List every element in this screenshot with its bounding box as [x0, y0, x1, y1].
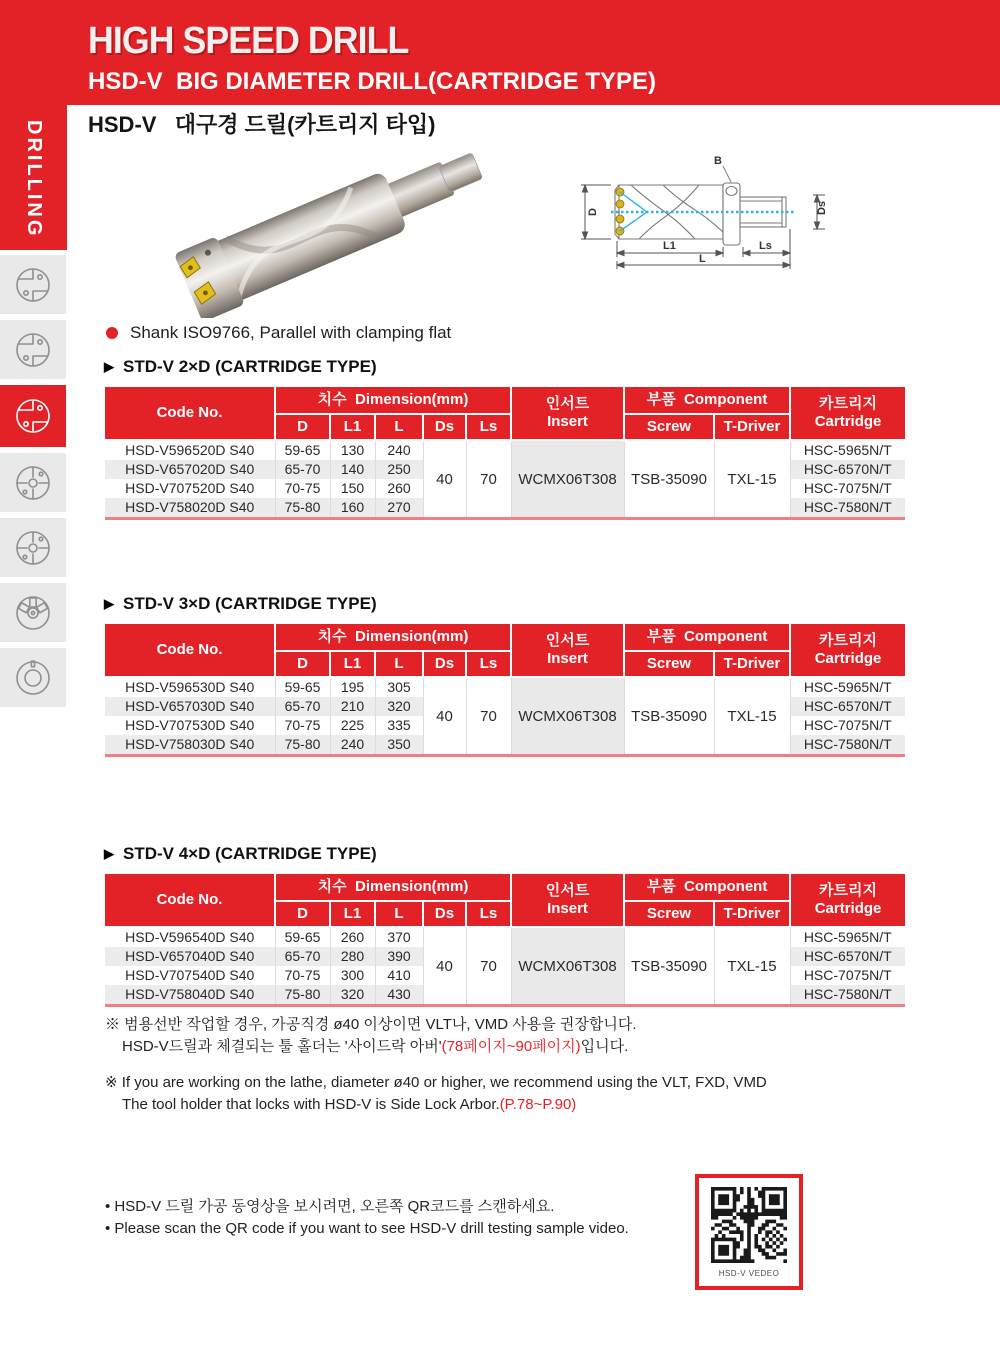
cell-code: HSD-V707520D S40 — [105, 479, 275, 498]
note-kr-page-ref: (78페이지~90페이지) — [441, 1038, 581, 1055]
col-dimension: 치수 Dimension(mm) — [275, 624, 511, 651]
cell-l1: 320 — [330, 985, 375, 1004]
note-kr-line1: ※ 범용선반 작업할 경우, 가공직경 ø40 이상이면 VLT나, VMD 사용을 권장합니다. — [105, 1016, 637, 1033]
col-insert-en: Insert — [547, 900, 588, 917]
cell-screw: TSB-35090 — [624, 927, 714, 1004]
cell-l1: 280 — [330, 947, 375, 966]
cell-code: HSD-V657020D S40 — [105, 460, 275, 479]
triangle-icon: ▶ — [104, 596, 114, 611]
cell-l: 430 — [375, 985, 423, 1004]
dimension-diagram — [573, 140, 858, 292]
page-title: HIGH SPEED DRILL — [88, 20, 409, 62]
col-insert-kr: 인서트 — [545, 881, 590, 899]
col-tdriver: T-Driver — [714, 651, 790, 677]
col-cartridge-kr: 카트리지 — [819, 394, 878, 412]
cell-code: HSD-V758040D S40 — [105, 985, 275, 1004]
col-code: Code No. — [105, 387, 275, 440]
section-heading-text: STD-V 3×D (CARTRIDGE TYPE) — [123, 594, 377, 613]
cell-cartridge: HSC-6570N/T — [790, 697, 905, 716]
note-kr-line2 — [105, 1036, 637, 1058]
cell-cartridge: HSC-5965N/T — [790, 927, 905, 947]
cell-ds: 40 — [423, 677, 466, 754]
cell-l: 270 — [375, 498, 423, 517]
note-english — [105, 1072, 767, 1116]
col-tdriver: T-Driver — [714, 414, 790, 440]
sidebar-tab-drilling: DRILLING — [23, 119, 45, 239]
cell-l1: 130 — [330, 440, 375, 460]
section-heading-4xd — [104, 844, 377, 864]
section-heading-text: STD-V 2×D (CARTRIDGE TYPE) — [123, 357, 377, 376]
cell-cartridge: HSC-6570N/T — [790, 947, 905, 966]
intro-line — [106, 323, 451, 343]
cell-code: HSD-V657030D S40 — [105, 697, 275, 716]
section-heading-3xd — [104, 594, 377, 614]
col-ls: Ls — [466, 414, 511, 440]
cell-l1: 195 — [330, 677, 375, 697]
diagram-label-ds: Ds — [816, 200, 828, 216]
diagram-label-l: L — [699, 253, 706, 265]
col-code: Code No. — [105, 624, 275, 677]
cell-d: 65-70 — [275, 947, 330, 966]
cell-l1: 240 — [330, 735, 375, 754]
cell-l1: 300 — [330, 966, 375, 985]
cell-d: 65-70 — [275, 460, 330, 479]
cell-ls: 70 — [466, 927, 511, 1004]
cell-d: 70-75 — [275, 479, 330, 498]
table-row — [105, 927, 905, 947]
col-screw: Screw — [624, 651, 714, 677]
col-component: 부품 Component — [624, 624, 790, 651]
cell-cartridge: HSC-7580N/T — [790, 985, 905, 1004]
col-insert — [511, 387, 624, 440]
table-row — [105, 677, 905, 697]
col-component: 부품 Component — [624, 387, 790, 414]
col-insert-kr: 인서트 — [545, 631, 590, 649]
note-korean — [105, 1014, 637, 1058]
cell-ds: 40 — [423, 440, 466, 517]
sidebar-tile-5 — [0, 518, 66, 577]
col-ls: Ls — [466, 901, 511, 927]
cell-code: HSD-V707530D S40 — [105, 716, 275, 735]
cell-l: 240 — [375, 440, 423, 460]
cell-d: 70-75 — [275, 966, 330, 985]
col-ds: Ds — [423, 901, 466, 927]
note-en-page-ref: (P.78~P.90) — [499, 1096, 577, 1113]
cell-tdriver: TXL-15 — [714, 440, 790, 517]
table-row — [105, 440, 905, 460]
col-l1: L1 — [330, 901, 375, 927]
qr-code — [711, 1187, 787, 1263]
video-note-en: • Please scan the QR code if you want to see HSD-V drill testing sample video. — [105, 1220, 629, 1237]
cell-ds: 40 — [423, 927, 466, 1004]
cell-d: 75-80 — [275, 498, 330, 517]
sidebar-tile-3-active — [0, 385, 66, 447]
col-insert-en: Insert — [547, 650, 588, 667]
col-ls: Ls — [466, 651, 511, 677]
video-note-kr: • HSD-V 드릴 가공 동영상을 보시려면, 오른쪽 QR코드를 스캔하세요. — [105, 1198, 555, 1215]
col-insert-kr: 인서트 — [545, 394, 590, 412]
col-l1: L1 — [330, 651, 375, 677]
col-l: L — [375, 414, 423, 440]
col-cartridge-kr: 카트리지 — [819, 631, 878, 649]
drill-endview-icon — [13, 330, 53, 370]
sidebar-tile-4 — [0, 453, 66, 512]
cell-l1: 150 — [330, 479, 375, 498]
col-cartridge-en: Cartridge — [814, 413, 882, 430]
drill-product-photo — [158, 133, 503, 318]
cell-cartridge: HSC-7580N/T — [790, 498, 905, 517]
col-dimension: 치수 Dimension(mm) — [275, 387, 511, 414]
cell-l: 305 — [375, 677, 423, 697]
note-en-line1: ※ If you are working on the lathe, diameter ø40 or higher, we recommend using the VLT, FXD, VMD — [105, 1074, 767, 1091]
cell-cartridge: HSC-7075N/T — [790, 479, 905, 498]
intro-text: Shank ISO9766, Parallel with clamping flat — [130, 323, 452, 342]
col-l1: L1 — [330, 414, 375, 440]
col-ds: Ds — [423, 414, 466, 440]
drill-endview-icon — [13, 396, 53, 436]
cell-l: 335 — [375, 716, 423, 735]
col-ds: Ds — [423, 651, 466, 677]
cell-l: 370 — [375, 927, 423, 947]
page-subtitle-kr: HSD-V 대구경 드릴(카트리지 타입) — [88, 112, 436, 137]
cell-l: 250 — [375, 460, 423, 479]
drill-endview-icon — [13, 265, 53, 305]
sidebar-tile-7 — [0, 648, 66, 707]
cell-insert: WCMX06T308 — [511, 677, 624, 754]
col-component: 부품 Component — [624, 874, 790, 901]
note-en-line2 — [105, 1094, 767, 1116]
cell-code: HSD-V596520D S40 — [105, 440, 275, 460]
section-heading-text: STD-V 4×D (CARTRIDGE TYPE) — [123, 844, 377, 863]
cell-insert: WCMX06T308 — [511, 927, 624, 1004]
cell-ls: 70 — [466, 677, 511, 754]
page-subtitle-en: HSD-V BIG DIAMETER DRILL(CARTRIDGE TYPE) — [88, 68, 656, 95]
cell-code: HSD-V596530D S40 — [105, 677, 275, 697]
note-en-line2-text: The tool holder that locks with HSD-V is Side Lock Arbor. — [122, 1096, 500, 1113]
flat-drill-icon — [13, 463, 53, 503]
flat-drill-icon — [13, 528, 53, 568]
col-cartridge-en: Cartridge — [814, 900, 882, 917]
cell-tdriver: TXL-15 — [714, 677, 790, 754]
col-cartridge-en: Cartridge — [814, 650, 882, 667]
note-kr-line2-tail: 입니다. — [580, 1038, 629, 1055]
triangle-icon: ▶ — [104, 846, 114, 861]
cell-insert: WCMX06T308 — [511, 440, 624, 517]
col-insert-en: Insert — [547, 413, 588, 430]
cell-l: 390 — [375, 947, 423, 966]
red-bullet-icon — [106, 327, 118, 339]
cell-cartridge: HSC-5965N/T — [790, 440, 905, 460]
col-screw: Screw — [624, 414, 714, 440]
cell-l1: 225 — [330, 716, 375, 735]
chuck-icon — [13, 593, 53, 633]
cell-d: 75-80 — [275, 735, 330, 754]
diagram-label-ls: Ls — [759, 240, 772, 252]
cell-d: 75-80 — [275, 985, 330, 1004]
cell-code: HSD-V758030D S40 — [105, 735, 275, 754]
cell-cartridge: HSC-7580N/T — [790, 735, 905, 754]
cell-l1: 260 — [330, 927, 375, 947]
sidebar-tile-2 — [0, 320, 66, 379]
qr-caption: HSD-V VEDEO — [718, 1269, 780, 1278]
cell-ls: 70 — [466, 440, 511, 517]
cell-l: 350 — [375, 735, 423, 754]
qr-code-box — [695, 1174, 803, 1290]
cell-cartridge: HSC-5965N/T — [790, 677, 905, 697]
col-code: Code No. — [105, 874, 275, 927]
col-cartridge-kr: 카트리지 — [819, 881, 878, 899]
triangle-icon: ▶ — [104, 359, 114, 374]
col-screw: Screw — [624, 901, 714, 927]
cell-l1: 210 — [330, 697, 375, 716]
cell-cartridge: HSC-6570N/T — [790, 460, 905, 479]
col-l: L — [375, 901, 423, 927]
note-kr-line2-text: HSD-V드릴과 체결되는 툴 홀더는 '사이드락 아버' — [122, 1038, 442, 1055]
cell-code: HSD-V758020D S40 — [105, 498, 275, 517]
cell-code: HSD-V707540D S40 — [105, 966, 275, 985]
col-d: D — [275, 414, 330, 440]
cell-l1: 160 — [330, 498, 375, 517]
col-cartridge — [790, 387, 905, 440]
col-insert — [511, 624, 624, 677]
cell-code: HSD-V657040D S40 — [105, 947, 275, 966]
diagram-label-d: D — [587, 208, 599, 216]
video-note — [105, 1196, 629, 1240]
cell-cartridge: HSC-7075N/T — [790, 716, 905, 735]
cell-d: 59-65 — [275, 927, 330, 947]
spec-table-3xd — [105, 624, 905, 757]
cell-code: HSD-V596540D S40 — [105, 927, 275, 947]
col-tdriver: T-Driver — [714, 901, 790, 927]
ring-tool-icon — [13, 658, 53, 698]
col-cartridge — [790, 874, 905, 927]
cell-screw: TSB-35090 — [624, 677, 714, 754]
spec-table-2xd — [105, 387, 905, 520]
cell-tdriver: TXL-15 — [714, 927, 790, 1004]
cell-l1: 140 — [330, 460, 375, 479]
cell-d: 59-65 — [275, 677, 330, 697]
col-dimension: 치수 Dimension(mm) — [275, 874, 511, 901]
spec-table-4xd — [105, 874, 905, 1007]
diagram-label-l1: L1 — [663, 240, 676, 252]
cell-d: 59-65 — [275, 440, 330, 460]
cell-d: 70-75 — [275, 716, 330, 735]
cell-d: 65-70 — [275, 697, 330, 716]
col-d: D — [275, 901, 330, 927]
cell-l: 410 — [375, 966, 423, 985]
cell-l: 260 — [375, 479, 423, 498]
section-heading-2xd — [104, 357, 377, 377]
cell-l: 320 — [375, 697, 423, 716]
cell-screw: TSB-35090 — [624, 440, 714, 517]
col-l: L — [375, 651, 423, 677]
col-cartridge — [790, 624, 905, 677]
sidebar-tile-6 — [0, 583, 66, 642]
col-d: D — [275, 651, 330, 677]
diagram-label-b: B — [714, 155, 722, 167]
col-insert — [511, 874, 624, 927]
cell-cartridge: HSC-7075N/T — [790, 966, 905, 985]
sidebar-tile-1 — [0, 255, 66, 314]
